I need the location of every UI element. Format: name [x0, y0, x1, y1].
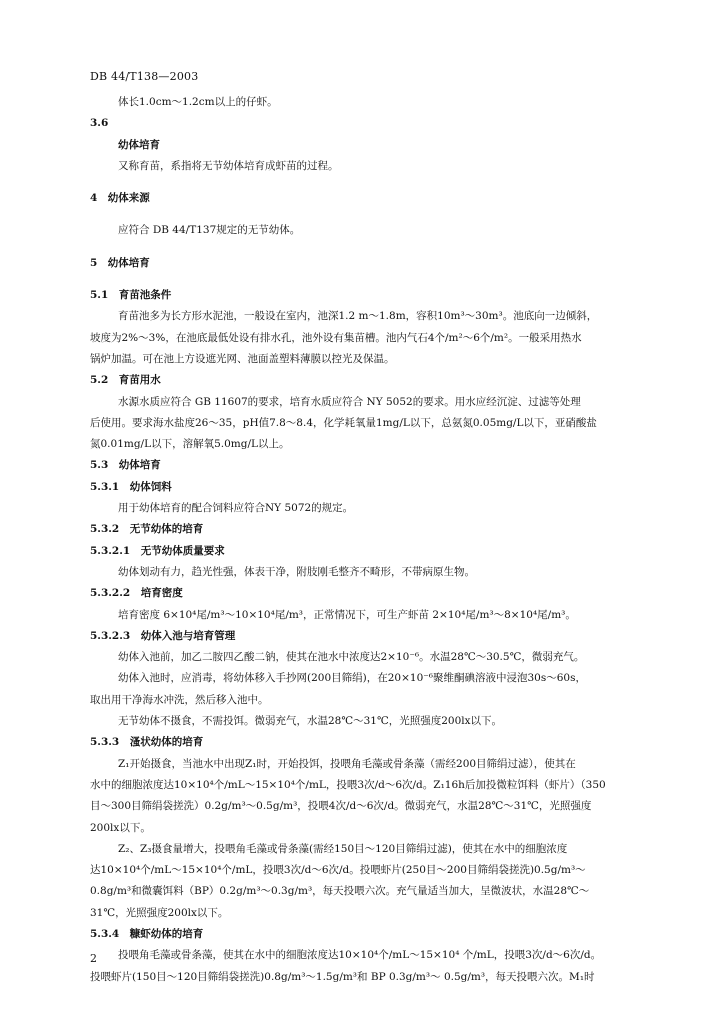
body-line: 投喂虾片(150目～120目筛绢袋搓洗)0.8g/m³～1.5g/m³和 BP 0.3g/m³～ 0.5g/m³，每天投喂六次。M₁时: [90, 970, 595, 983]
section-heading: 5 幼体培育: [90, 256, 150, 269]
body-line: 后使用。要求海水盐度26～35，pH值7.8～8.4，化学耗氧量1mg/L以下，总氨氮0.05mg/L以下，亚硝酸盐: [90, 416, 597, 429]
spacer: [90, 209, 690, 220]
page-number: 2: [90, 952, 97, 965]
body-line: 31℃，光照强度200lx以下。: [90, 906, 229, 919]
body-line: 幼体入池时，应消毒，将幼体移入手抄网(200目筛绢)，在20×10⁻⁶聚维酮碘溶液中浸泡30s～60s，: [118, 672, 587, 685]
body-line: 目～300目筛绢袋搓洗）0.2g/m³～0.5g/m³，投喂4次/d～6次/d。微弱充气，水温28℃～31℃，光照强度: [90, 800, 592, 813]
section-heading: 5.3.2.1 无节幼体质量要求: [90, 544, 225, 557]
section-heading: 5.3.2.3 幼体入池与培育管理: [90, 629, 236, 642]
body-line: 坡度为2%～3%，在池底最低处设有排水孔，池外设有集苗槽。池内气石4个/m²～6个/m²。一般采用热水: [90, 331, 582, 344]
body-line: 育苗池多为长方形水泥池，一般设在室内，池深1.2 m～1.8m，容积10m³～30m³。池底向一边倾斜，: [118, 310, 598, 323]
spacer: [90, 274, 690, 285]
body-line: 培育密度 6×10⁴尾/m³～10×10⁴尾/m³，正常情况下，可生产虾苗 2×10⁴尾/m³～8×10⁴尾/m³。: [118, 608, 576, 621]
section-heading: 5.3 幼体培育: [90, 459, 161, 472]
document-body: [90, 92, 690, 988]
document-header: DB 44/T138—2003: [90, 70, 199, 83]
section-heading: 幼体培育: [118, 138, 160, 151]
body-line: 体长1.0cm～1.2cm以上的仔虾。: [118, 96, 278, 108]
body-line: 水中的细胞浓度达10×10⁴个/mL～15×10⁴个/mL，投喂3次/d～6次/d。Z₁16h后加投微粒饵料（虾片）（350: [90, 778, 606, 791]
section-heading: 5.3.3 溞状幼体的培育: [90, 736, 204, 749]
section-heading: 5.3.4 糠虾幼体的培育: [90, 927, 204, 940]
section-heading: 4 幼体来源: [90, 192, 150, 205]
spacer: [90, 177, 690, 188]
body-line: Z₁开始摄食，当池水中出现Z₁时，开始投饵，投喂角毛藻或骨条藻（需经200目筛绢过滤），使其在: [118, 757, 576, 770]
body-line: 无节幼体不摄食，不需投饵。微弱充气，水温28℃～31℃，光照强度200lx以下。: [118, 715, 503, 728]
body-line: 200lx以下。: [90, 821, 151, 834]
body-line: 水源水质应符合 GB 11607的要求，培育水质应符合 NY 5052的要求。用水应经沉淀、过滤等处理: [118, 395, 581, 408]
body-line: Z₂、Z₃摄食量增大，投喂角毛藻或骨条藻(需经150目～120目筛绢过滤)，使其在水中的细胞浓度: [118, 842, 568, 855]
body-line: 又称育苗，系指将无节幼体培育成虾苗的过程。: [118, 159, 339, 172]
body-line: 投喂角毛藻或骨条藻，使其在水中的细胞浓度达10×10⁴个/mL～15×10⁴ 个/mL，投喂3次/d～6次/d。: [118, 949, 602, 962]
body-line: 幼体入池前，加乙二胺四乙酸二钠，使其在池水中浓度达2×10⁻⁶。水温28℃～30.5℃，微弱充气。: [118, 651, 585, 664]
section-heading: 5.2 育苗用水: [90, 374, 161, 387]
section-heading: 3.6: [90, 117, 109, 130]
body-line: 取出用干净海水冲洗，然后移入池中。: [90, 693, 269, 706]
section-heading: 5.3.2 无节幼体的培育: [90, 523, 204, 536]
body-line: 0.8g/m³和微囊饵料（BP）0.2g/m³～0.3g/m³，每天投喂六次。充气量适当加大，呈微波状，水温28℃～: [90, 885, 590, 898]
spacer: [90, 242, 690, 253]
body-line: 用于幼体培育的配合饲料应符合NY 5072的规定。: [118, 502, 354, 515]
section-heading: 5.3.1 幼体饲料: [90, 480, 172, 493]
section-heading: 5.3.2.2 培育密度: [90, 587, 183, 600]
body-line: 幼体划动有力，趋光性强，体表干净，附肢刚毛整齐不畸形，不带病原生物。: [118, 565, 475, 578]
section-heading: 5.1 育苗池条件: [90, 289, 172, 302]
body-line: 达10×10⁴个/mL～15×10⁴个/mL，投喂3次/d～6次/d。投喂虾片(250目～200目筛绢袋搓洗)0.5g/m³～: [90, 864, 586, 877]
body-line: 应符合 DB 44/T137规定的无节幼体。: [118, 224, 301, 237]
body-line: 氮0.01mg/L以下，溶解氧5.0mg/L以上。: [90, 438, 290, 451]
body-line: 锅炉加温。可在池上方设遮光网、池面盖塑料薄膜以控光及保温。: [90, 352, 395, 365]
